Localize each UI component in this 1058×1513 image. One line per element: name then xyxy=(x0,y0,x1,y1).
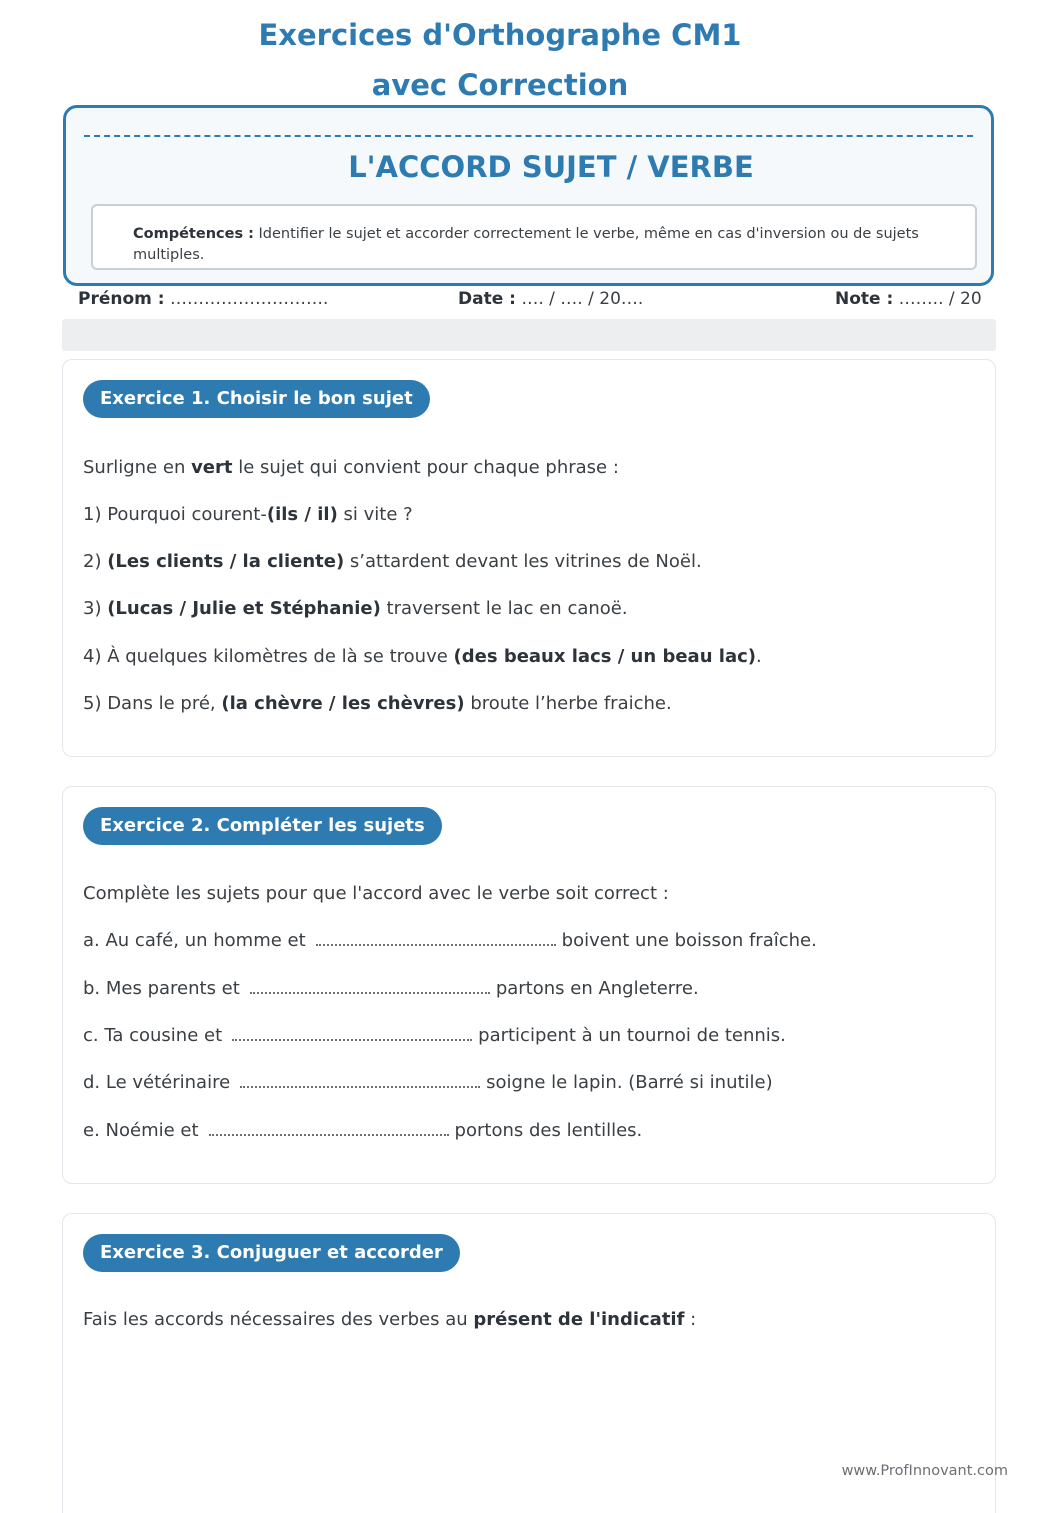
item-text: 4) À quelques kilomètres de là se trouve xyxy=(83,646,454,667)
item-choice: (ils / il) xyxy=(266,504,338,525)
exercise-2-instruction: Complète les sujets pour que l'accord avec le verbe soit correct : xyxy=(83,883,669,904)
list-item xyxy=(83,646,762,667)
item-choice: (Les clients / la cliente) xyxy=(107,551,345,572)
list-item xyxy=(83,504,413,525)
list-item xyxy=(83,1025,786,1046)
exercise-1-card xyxy=(62,359,996,757)
list-item xyxy=(83,598,628,619)
answer-blank[interactable] xyxy=(232,1038,472,1041)
item-text: 3) xyxy=(83,598,108,619)
answer-blank[interactable] xyxy=(240,1085,480,1088)
competences-text: Identifier le sujet et accorder correctement le verbe, même en cas d'inversion ou de sujets multiples. xyxy=(133,226,919,263)
list-item xyxy=(83,930,817,951)
item-choice: (Lucas / Julie et Stéphanie) xyxy=(107,598,381,619)
item-text: a. Au café, un homme et xyxy=(83,930,306,951)
item-text: 2) xyxy=(83,551,108,572)
item-text: portons des lentilles. xyxy=(454,1120,643,1141)
item-text: c. Ta cousine et xyxy=(83,1025,223,1046)
note-label: Note : xyxy=(835,289,894,309)
list-item xyxy=(83,693,672,714)
instr-part: le sujet qui convient pour chaque phrase : xyxy=(232,457,619,478)
item-text: partons en Angleterre. xyxy=(495,978,699,999)
item-text: 1) Pourquoi courent- xyxy=(83,504,267,525)
item-text: e. Noémie et xyxy=(83,1120,199,1141)
exercise-2-title: Exercice 2. Compléter les sujets xyxy=(83,807,442,845)
dashed-divider xyxy=(84,135,973,137)
item-text: traversent le lac en canoë. xyxy=(380,598,628,619)
exercise-3-instruction xyxy=(83,1309,696,1330)
note-value: …….. / 20 xyxy=(893,289,982,309)
competences-box xyxy=(91,204,977,270)
list-item xyxy=(83,1120,642,1141)
item-text: d. Le vétérinaire xyxy=(83,1072,231,1093)
competences-label: Compétences : xyxy=(133,226,254,242)
prenom-field xyxy=(78,289,328,309)
header-box xyxy=(63,105,994,286)
page-title: Exercices d'Orthographe CM1 xyxy=(258,18,742,52)
list-item xyxy=(83,551,702,572)
lesson-title: L'ACCORD SUJET / VERBE xyxy=(348,150,754,184)
answer-blank[interactable] xyxy=(316,943,556,946)
item-text: s’attardent devant les vitrines de Noël. xyxy=(344,551,702,572)
instr-emphasis: présent de l'indicatif xyxy=(473,1309,685,1330)
item-text: soigne le lapin. (Barré si inutile) xyxy=(486,1072,773,1093)
exercise-3-title: Exercice 3. Conjuguer et accorder xyxy=(83,1234,460,1272)
footer-url: www.ProfInnovant.com xyxy=(841,1463,1008,1479)
item-text: si vite ? xyxy=(337,504,413,525)
item-choice: (des beaux lacs / un beau lac) xyxy=(453,646,756,667)
note-field xyxy=(835,289,982,309)
date-field xyxy=(458,289,643,309)
prenom-value: ………………………. xyxy=(164,289,329,309)
item-text: participent à un tournoi de tennis. xyxy=(478,1025,786,1046)
item-text: 5) Dans le pré, xyxy=(83,693,222,714)
instr-part: Fais les accords nécessaires des verbes au xyxy=(83,1309,474,1330)
answer-blank[interactable] xyxy=(250,991,490,994)
date-value: …. / …. / 20…. xyxy=(515,289,644,309)
answer-blank[interactable] xyxy=(209,1133,449,1136)
instr-part: : xyxy=(684,1309,697,1330)
page-subtitle: avec Correction xyxy=(371,68,629,102)
item-text: b. Mes parents et xyxy=(83,978,240,999)
item-text: broute l’herbe fraiche. xyxy=(464,693,672,714)
item-text: boivent une boisson fraîche. xyxy=(561,930,817,951)
exercise-2-card xyxy=(62,786,996,1184)
list-item xyxy=(83,978,699,999)
separator-bar xyxy=(62,319,996,351)
date-label: Date : xyxy=(458,289,516,309)
exercise-1-title: Exercice 1. Choisir le bon sujet xyxy=(83,380,430,418)
item-text: . xyxy=(755,646,762,667)
list-item xyxy=(83,1072,773,1093)
instr-emphasis: vert xyxy=(191,457,233,478)
instr-part: Surligne en xyxy=(83,457,192,478)
exercise-1-instruction xyxy=(83,457,619,478)
item-choice: (la chèvre / les chèvres) xyxy=(221,693,465,714)
prenom-label: Prénom : xyxy=(78,289,165,309)
